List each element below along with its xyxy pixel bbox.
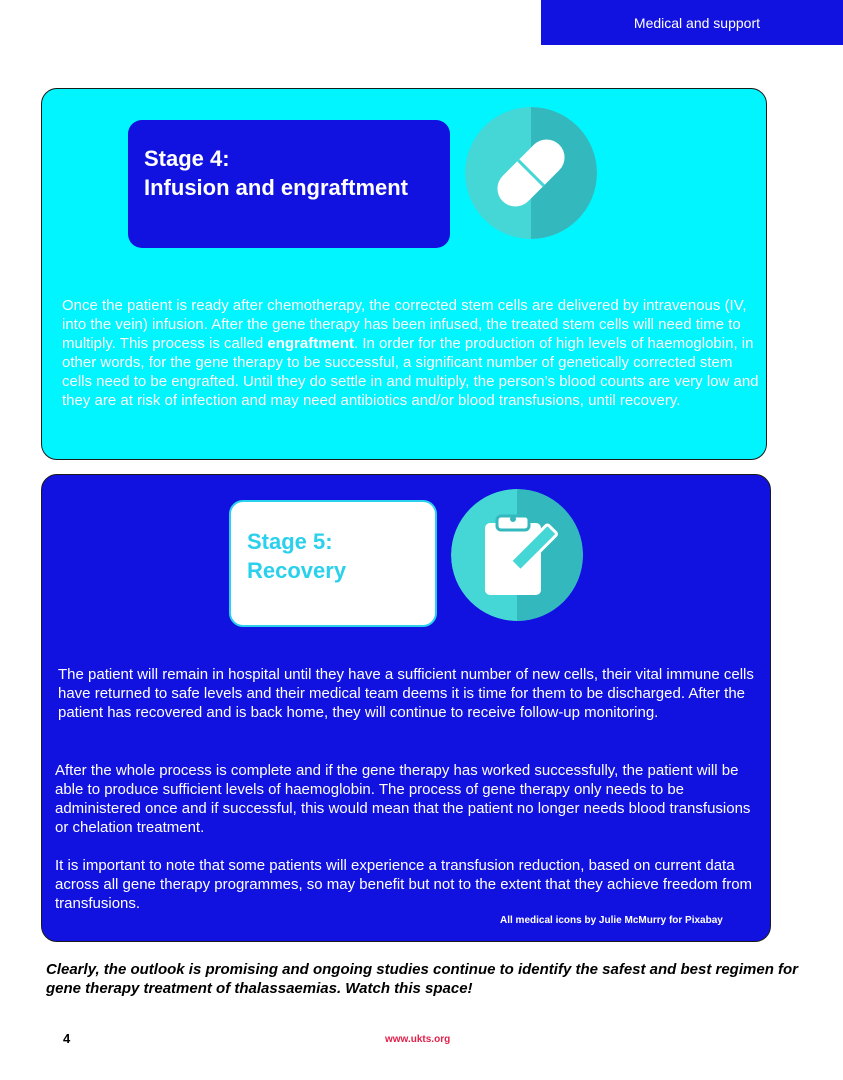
stage-5-paragraph-2: After the whole process is complete and if the gene therapy has worked successfully, the patient will be able to produce sufficient levels of haemoglobin. The process of gene therapy only needs to be administered once and if successful, this would mean that the patient no longer needs blood transfusions or chelation treatment. — [55, 762, 751, 836]
stage-4-title-box — [128, 120, 450, 248]
stage-5-paragraph-3: It is important to note that some patients will experience a transfusion reduction, based on current data across all gene therapy programmes, so may benefit but not to the extent that they achieve freedom from transfusions. — [55, 857, 753, 912]
section-header-label: Medical and support — [633, 14, 760, 31]
stage-5-paragraph-1: The patient will remain in hospital until they have a sufficient number of new cells, their vital immune cells have returned to safe levels and their medical team deems it is time for them to be discharged. After the patient has recovered and is back home, they will continue to receive follow-up monitoring. — [58, 666, 754, 721]
stage-5-title-number: Stage 5: — [247, 529, 333, 554]
page-number: 4 — [63, 1031, 71, 1046]
stage-4-text-after: . In order for the production of high levels of haemoglobin, in other words, for the gene therapy to be successful, a significant number of genetically corrected stem cells need to be engrafted. Until they do settle in and multiply, the person’s blood counts are very low and they are at risk of infection and may need antibiotics and/or blood transfusions, until recovery. — [62, 335, 759, 409]
closing-statement: Clearly, the outlook is promising and ongoing studies continue to identify the safest and best regimen for gene therapy treatment of thalassaemias. Watch this space! — [46, 961, 799, 997]
stage-4-title-number: Stage 4: — [144, 146, 230, 171]
icon-credit: All medical icons by Julie McMurry for Pixabay — [500, 915, 723, 926]
stage-4-description — [62, 296, 762, 410]
stage-5-title-box — [229, 500, 437, 627]
engraftment-term: engraftment — [267, 335, 355, 352]
section-header-tab — [541, 0, 843, 45]
pill-icon — [465, 107, 597, 239]
website-link[interactable]: www.ukts.org — [385, 1034, 451, 1045]
stage-5-title-name: Recovery — [247, 558, 347, 583]
stage-4-title-name: Infusion and engraftment — [144, 175, 408, 200]
stage-4-text-before: Once the patient is ready after chemotherapy, the corrected stem cells are delivered by intravenous (IV, into the vein) infusion. After the gene therapy has been infused, the treated stem cells will need time to multiply. This process is called — [62, 297, 747, 352]
clipboard-pen-icon — [451, 489, 583, 621]
